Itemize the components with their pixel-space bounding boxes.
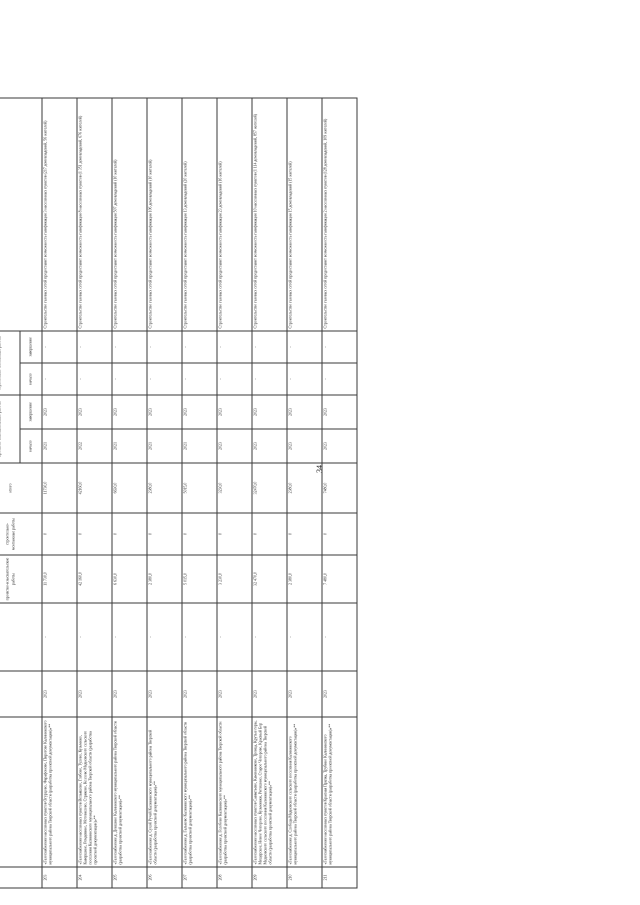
row-total-cost: 7480,0	[322, 463, 357, 513]
table-row	[322, 98, 357, 888]
row-design-start: 2021	[112, 429, 147, 463]
row-construction-cost: 0	[147, 513, 182, 555]
row-construction-end: -	[182, 331, 217, 363]
header-design-work: проектно-изыскательские работы	[0, 555, 42, 603]
row-construction-start: -	[287, 363, 322, 395]
row-tech: -	[217, 603, 252, 671]
row-tech: -	[182, 603, 217, 671]
row-result: Строительство газовых сетей предоставит возможность газификации 3 населенных пунктов (217 домовладений, 56 жителей)	[42, 98, 77, 331]
row-construction-cost: 0	[252, 513, 287, 555]
row-design-start: 2021	[147, 429, 182, 463]
row-years: 2023	[147, 671, 182, 717]
row-result: Строительство газовых сетей предоставит возможность газификации 10 населенных пунктов (1 114 домовладений, 857 жителей)	[252, 98, 287, 331]
row-design-end: 2023	[252, 395, 287, 429]
row-object: «Газоснабжение д. Сухой Ручей Калининского муниципального района Тверской области (разработка проектной документации)»**	[147, 717, 182, 867]
row-num: 211	[322, 867, 357, 888]
row-construction-end: -	[252, 331, 287, 363]
row-years: 2023	[217, 671, 252, 717]
row-design-end: 2023	[77, 395, 112, 429]
row-num: 205	[112, 867, 147, 888]
row-tech: -	[77, 603, 112, 671]
row-design-cost: 7 480,0	[322, 555, 357, 603]
row-object: «Газоснабжение д. Голобово Калининского муниципального района Тверской области (разработка проектной документации)»**	[217, 717, 252, 867]
row-construction-start: -	[147, 363, 182, 395]
row-design-start: 2021	[182, 429, 217, 463]
row-tech: -	[252, 603, 287, 671]
row-object: «Газоснабжение населенных пунктов Огурцово, Фарафоново, Пирогово Калининского муниципального района Тверской области (разработка проектной документации)»**	[42, 717, 77, 867]
row-design-cost: 6 630,0	[112, 555, 147, 603]
row-result: Строительство газовых сетей предоставит возможность газификации 2 населенных пунктов (128 домовладений, 109 жителей)	[322, 98, 357, 331]
row-construction-end: -	[77, 331, 112, 363]
header-calendar-design	[0, 395, 20, 463]
row-design-start: 2021	[42, 429, 77, 463]
header-object	[0, 717, 42, 867]
row-design-start: 2023	[287, 429, 322, 463]
row-design-end: 2023	[112, 395, 147, 429]
row-result: Строительство газовых сетей предоставит возможность газификации 8 населенных пунктов (1 351 домовладений, 676 жителей)	[77, 98, 112, 331]
header-design-start: начало	[20, 429, 42, 463]
row-construction-start: -	[42, 363, 77, 395]
row-object: «Газоснабжение д. Слобода Медновского сельского поселения Калининского муниципального района Тверской области (разработка проектной документации)»**	[287, 717, 322, 867]
row-construction-end: -	[147, 331, 182, 363]
row-total-cost: 42160,0	[77, 463, 112, 513]
row-result: Строительство газовых сетей предоставит возможность газификации 23 домовладений (16 жителей)	[217, 98, 252, 331]
row-construction-start: -	[182, 363, 217, 395]
row-num: 207	[182, 867, 217, 888]
row-num: 206	[147, 867, 182, 888]
row-object: «Газоснабжение населенных пунктов Савватьево, Каменниково, Троица, Крутые горы, Мещерское, Новое Чопорово, Кузьминки, Ритешино, Старое Чопорово, Красный Бор Медновского сельского поселения Калининского муниципального района Тверской области (разработка проектной документации)»**	[252, 717, 287, 867]
row-construction-start: -	[217, 363, 252, 395]
row-object: «Газоснабжение населенных пунктов Красная Прялка, Трубино Калининского муниципального района Тверской области (разработка проектной документации)»**	[322, 717, 357, 867]
row-design-end: 2023	[42, 395, 77, 429]
row-construction-cost: 0	[42, 513, 77, 555]
row-design-end: 2023	[182, 395, 217, 429]
row-total-cost: 2380,0	[147, 463, 182, 513]
table-row	[112, 98, 147, 888]
row-years: 2023	[287, 671, 322, 717]
row-tech: -	[42, 603, 77, 671]
row-design-cost: 5 015,0	[182, 555, 217, 603]
header-calendar-construction	[0, 331, 20, 395]
row-design-start: 2023	[322, 429, 357, 463]
row-design-end: 2023	[287, 395, 322, 429]
header-num	[0, 867, 42, 888]
row-total-cost: 3230,0	[217, 463, 252, 513]
row-construction-end: -	[287, 331, 322, 363]
header-design-end: завершение	[20, 395, 42, 429]
page-number: 34	[315, 465, 324, 473]
row-num: 208	[217, 867, 252, 888]
header-result	[0, 98, 42, 331]
row-design-start: 2023	[217, 429, 252, 463]
row-construction-end: -	[112, 331, 147, 363]
row-num: 203	[42, 867, 77, 888]
row-construction-cost: 0	[77, 513, 112, 555]
row-total-cost: 32470,0	[252, 463, 287, 513]
row-construction-cost: 0	[287, 513, 322, 555]
row-construction-cost: 0	[217, 513, 252, 555]
row-design-cost: 2 380,0	[147, 555, 182, 603]
row-result: Строительство газовых сетей предоставит возможность газификации 507 домовладений (10 жителей)	[112, 98, 147, 331]
row-object: «Газоснабжение населенных пунктов Вельяшево, Глебово, Тулово, Кузьмино, Кавершино, Ремдевино, Мотовилово, Стряково, Козлово Медновского сельского поселения Калининского муниципального района Тверской области (разработка проектной документации)»**	[77, 717, 112, 867]
row-total-cost: 5015,0	[182, 463, 217, 513]
row-tech: -	[287, 603, 322, 671]
header-construction-end: завершение	[20, 331, 42, 363]
row-result: Строительство газовых сетей предоставит возможность газификации 13 домовладений (20 жителей)	[182, 98, 217, 331]
row-object: «Газоснабжение д. Гальково Калининского муниципального района Тверской области (разработка проектной документации)»**	[182, 717, 217, 867]
table-row	[287, 98, 322, 888]
row-design-cost: 2 380,0	[287, 555, 322, 603]
row-years: 2023	[182, 671, 217, 717]
row-construction-cost: 0	[112, 513, 147, 555]
row-design-end: 2023	[322, 395, 357, 429]
row-tech: -	[322, 603, 357, 671]
row-num: 210	[287, 867, 322, 888]
row-years: 2023	[112, 671, 147, 717]
header-tech	[0, 603, 42, 671]
row-years: 2023	[252, 671, 287, 717]
row-construction-start: -	[322, 363, 357, 395]
table-row	[217, 98, 252, 888]
row-construction-end: -	[217, 331, 252, 363]
row-design-end: 2023	[217, 395, 252, 429]
row-design-end: 2023	[147, 395, 182, 429]
row-total-cost: 6630,0	[112, 463, 147, 513]
header-total: итого	[0, 463, 42, 513]
row-tech: -	[112, 603, 147, 671]
row-construction-cost: 0	[322, 513, 357, 555]
row-num: 209	[252, 867, 287, 888]
row-construction-start: -	[112, 363, 147, 395]
row-construction-end: -	[322, 331, 357, 363]
header-construction-start: начало	[20, 363, 42, 395]
row-construction-cost: 0	[182, 513, 217, 555]
row-object: «Газоснабжение д. Доншино Калининского муниципального района Тверской области (разработка проектной документации)»**	[112, 717, 147, 867]
row-design-cost: 42 160,0	[77, 555, 112, 603]
row-total-cost: 2380,0	[287, 463, 322, 513]
row-result: Строительство газовых сетей предоставит возможность газификации 106 домовладений (10 жителей)	[147, 98, 182, 331]
row-design-cost: 3 230,0	[217, 555, 252, 603]
table-row	[77, 98, 112, 888]
header-construction-work: строительно-монтажные работы	[0, 513, 42, 555]
row-design-start: 2023	[252, 429, 287, 463]
table-row	[182, 98, 217, 888]
header-years	[0, 671, 42, 717]
row-construction-start: -	[77, 363, 112, 395]
row-years: 2023	[42, 671, 77, 717]
row-num: 204	[77, 867, 112, 888]
row-construction-end: -	[42, 331, 77, 363]
table-row	[252, 98, 287, 888]
row-result: Строительство газовых сетей предоставит возможность газификации 15 домовладений (15 жителей)	[287, 98, 322, 331]
row-tech: -	[147, 603, 182, 671]
row-design-start: 2022	[77, 429, 112, 463]
row-design-cost: 11 730,0	[42, 555, 77, 603]
table-row	[42, 98, 77, 888]
row-design-cost: 32 470,0	[252, 555, 287, 603]
gasification-table	[0, 97, 358, 888]
row-construction-start: -	[252, 363, 287, 395]
row-total-cost: 11730,0	[42, 463, 77, 513]
table-row	[147, 98, 182, 888]
row-years: 2023	[77, 671, 112, 717]
row-years: 2023	[322, 671, 357, 717]
